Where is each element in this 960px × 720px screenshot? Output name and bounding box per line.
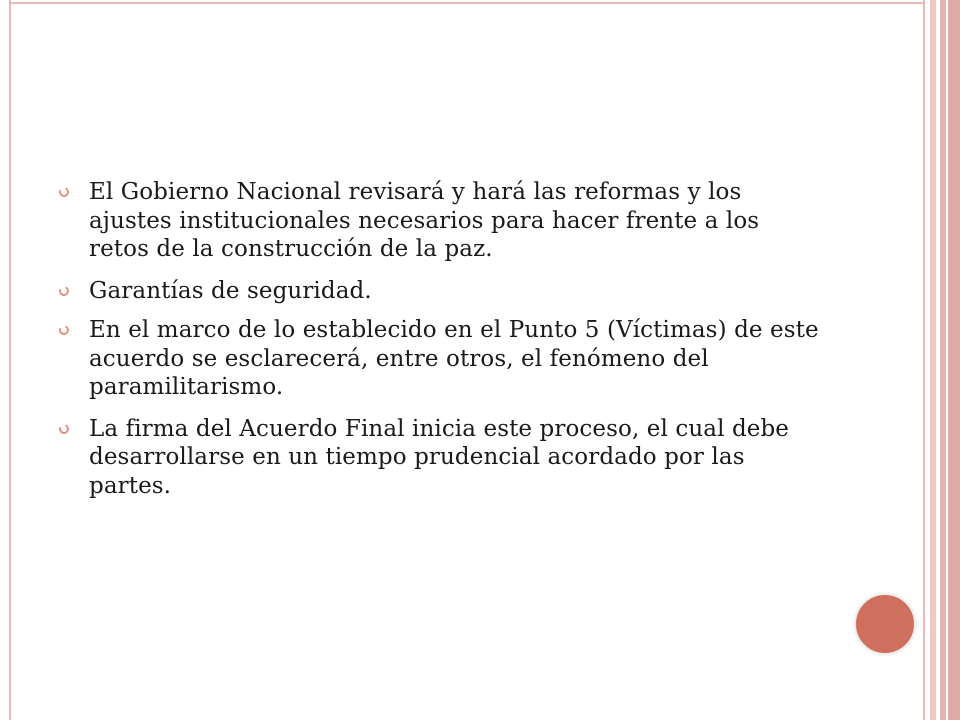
- bullet-list: [56, 178, 824, 513]
- bullet-item: [56, 316, 824, 402]
- frame-left-border: [9, 0, 11, 720]
- bullet-text: La firma del Acuerdo Final inicia este proceso, el cual debe desarrollarse en un tiempo prudencial acordado por las partes.: [89, 415, 790, 499]
- bullet-text: El Gobierno Nacional revisará y hará las reformas y los ajustes institucionales necesarios para hacer frente a los retos de la construcción de la paz.: [89, 179, 760, 262]
- open-circle-icon: [58, 422, 71, 435]
- bullet-item: [56, 415, 824, 501]
- bullet-text: En el marco de lo establecido en el Punto 5 (Víctimas) de este acuerdo se esclarecerá, entre otros, el fenómeno del paramilitarismo.: [89, 317, 819, 400]
- open-circle-icon: [58, 186, 71, 199]
- open-circle-icon: [58, 324, 71, 337]
- open-circle-icon: [58, 284, 71, 297]
- decorative-stripe: [930, 0, 936, 720]
- decorative-stripe: [948, 0, 960, 720]
- bullet-text: Garantías de seguridad.: [89, 277, 372, 304]
- frame-right-border: [923, 0, 925, 720]
- bullet-item: [56, 277, 824, 306]
- bullet-item: [56, 178, 824, 264]
- accent-circle: [855, 594, 915, 654]
- frame-top-border: [9, 2, 925, 4]
